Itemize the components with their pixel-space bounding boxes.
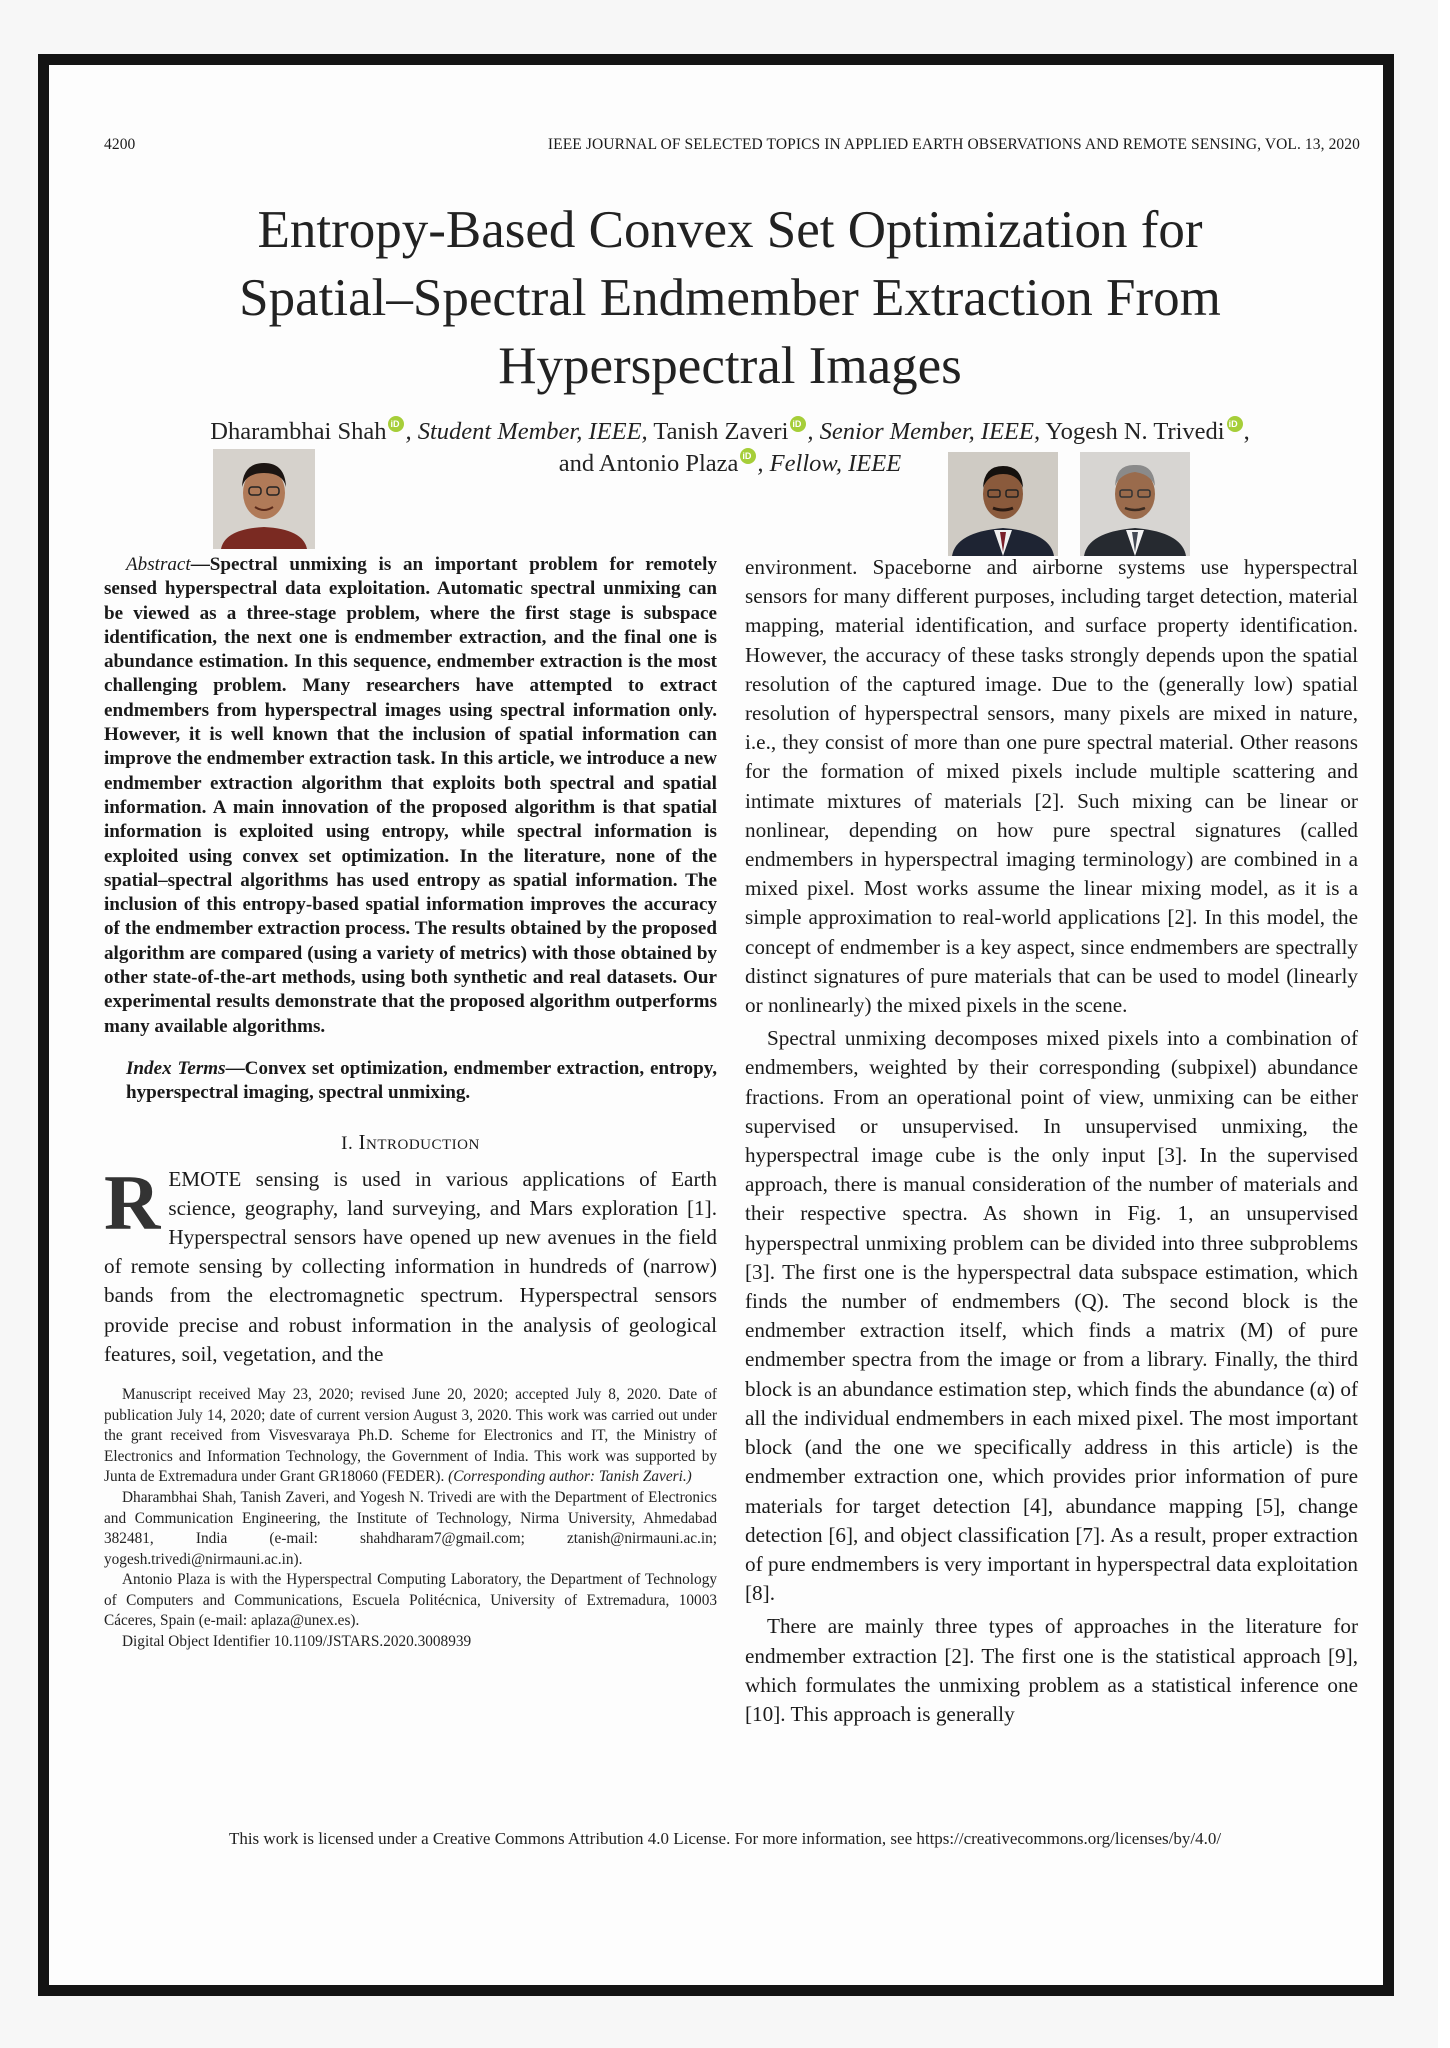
orcid-icon[interactable]: [790, 416, 806, 432]
author-name: and Antonio Plaza: [558, 450, 739, 477]
section-number: I.: [341, 1132, 359, 1154]
intro-paragraph: [104, 1158, 717, 1369]
body-paragraph: There are mainly three types of approaches in the literature for endmember extraction [2]. The first one is the statistical approach [9], which formulates the unmixing problem as a statistical inference one [10]. This approach is generally: [745, 1614, 1358, 1726]
footnote-doi[interactable]: Digital Object Identifier 10.1109/JSTARS.2020.3008939: [122, 1633, 472, 1651]
author-separator: ,: [1243, 418, 1250, 445]
section-title: Introduction: [358, 1129, 480, 1154]
footnote-affiliation-1: Dharambhai Shah, Tanish Zaveri, and Yogesh N. Trivedi are with the Department of Electronics and Communication Engineering, the Institute of Technology, Nirma University, Ahmedabad 382481, India (e-mail: shahdharam7@gmail.com; ztanish@nirmauni.ac.in; yogesh.trivedi@nirmauni.ac.in).: [104, 1488, 717, 1568]
footnote-text: Manuscript received May 23, 2020; revised June 20, 2020; accepted July 8, 2020. Date of publication July 14, 2020; date of current version August 3, 2020. This work was carried out under the grant received from Visvesvaraya Ph.D. Scheme for Electronics and IT, the Ministry of Electronics and Information Technology, the Government of India. This work was supported by Junta de Extremadura under Grant GR18060 (FEDER).: [104, 1385, 717, 1486]
author-photo-shah: [213, 449, 315, 549]
corresponding-author: (Corresponding author: Tanish Zaveri.): [448, 1468, 692, 1486]
index-terms-text: —Convex set optimization, endmember extraction, entropy, hyperspectral imaging, spectral unmixing.: [126, 1057, 717, 1104]
author-photo-zaveri: [948, 452, 1058, 556]
drop-cap: R: [104, 1158, 161, 1246]
footnote-manuscript: [104, 1385, 717, 1488]
footnote-affiliation-2: Antonio Plaza is with the Hyperspectral Computing Laboratory, the Department of Technology of Computers and Communications, Escuela Politécnica, University of Extremadura, 10003 Cáceres, Spain (e-mail: aplaza@unex.es).: [104, 1571, 717, 1630]
title-line: Spatial–Spectral Endmember Extraction From: [239, 269, 1221, 327]
index-terms-lead: Index Terms: [126, 1057, 226, 1079]
abstract: [104, 553, 717, 1039]
index-terms: [104, 1057, 717, 1106]
page-edge: [1438, 0, 1450, 2048]
author-line-1: [120, 416, 1340, 448]
author-name: Tanish Zaveri: [647, 418, 789, 445]
author-photo-trivedi: [1080, 452, 1190, 556]
author-name: Yogesh N. Trivedi: [1040, 418, 1225, 445]
first-word: EMOTE: [168, 1166, 242, 1191]
title-line: Hyperspectral Images: [498, 337, 962, 395]
journal-header: IEEE JOURNAL OF SELECTED TOPICS IN APPLIED EARTH OBSERVATIONS AND REMOTE SENSING, VOL. 13, 2020: [547, 136, 1360, 153]
author-membership: , Senior Member, IEEE,: [807, 418, 1041, 445]
abstract-text: —Spectral unmixing is an important problem for remotely sensed hyperspectral data exploitation. Automatic spectral unmixing can be viewed as a three-stage problem, where the first stage is subspace identification, the next one is endmember extraction, and the final one is abundance estimation. In this sequence, endmember extraction is the most challenging problem. Many researchers have attempted to extract endmembers from hyperspectral images using spectral information only. However, it is well known that the inclusion of spatial information can improve the endmember extraction task. In this article, we introduce a new endmember extraction algorithm that exploits both spectral and spatial information. A main innovation of the proposed algorithm is that spatial information is exploited using entropy, while spectral information is exploited using convex set optimization. In the literature, none of the spatial–spectral algorithms has used entropy as spatial information. The inclusion of this entropy-based spatial information improves the accuracy of the endmember extraction process. The results obtained by the proposed algorithm are compared (using a variety of metrics) with those obtained by other state-of-the-art methods, using both synthetic and real datasets. Our experimental results demonstrate that the proposed algorithm outperforms many available algorithms.: [104, 554, 717, 1037]
body-paragraph: environment. Spaceborne and airborne systems use hyperspectral sensors for many different purposes, including target detection, material mapping, material identification, and surface property identification. However, the accuracy of these tasks strongly depends upon the spatial resolution of the captured image. Due to the (generally low) spatial resolution of hyperspectral sensors, many pixels are mixed in nature, i.e., they consist of more than one pure spectral material. Other reasons for the formation of mixed pixels include multiple scattering and intimate mixtures of materials [2]. Such mixing can be linear or nonlinear, depending on how pure spectral signatures (called endmembers in hyperspectral imaging terminology) are combined in a mixed pixel. Most works assume the linear mixing model, as it is a simple approximation to real-world applications [2]. In this model, the concept of endmember is a key aspect, since endmembers are spectrally distinct signatures of pure materials that can be used to model (linearly or nonlinearly) the mixed pixels in the scene.: [745, 555, 1358, 1018]
page-number: 4200: [104, 136, 136, 153]
section-heading: [104, 1130, 717, 1155]
title-line: Entropy-Based Convex Set Optimization for: [257, 201, 1203, 259]
footnotes: [104, 1385, 717, 1653]
left-column: [104, 553, 717, 1653]
paper-title: [130, 196, 1330, 400]
body-paragraph: Spectral unmixing decomposes mixed pixels into a combination of endmembers, weighted by their corresponding (subpixel) abundance fractions. From an operational point of view, unmixing can be either supervised or unsupervised. In unsupervised unmixing, the hyperspectral image cube is the only input [3]. In the supervised approach, there is manual consideration of the number of materials and their respective spectra. As shown in Fig. 1, an unsupervised hyperspectral unmixing problem can be divided into three subproblems [3]. The first one is the hyperspectral data subspace estimation, which finds the number of endmembers (Q). The second block is the endmember extraction itself, which finds a matrix (M) of pure endmember spectra from the image or from a library. Finally, the third block is an abundance estimation step, which finds the abundance (α) of all the individual endmembers in each mixed pixel. The most important block (and the one we specifically address in this article) is the endmember extraction one, which provides prior information of pure materials for target detection [4], abundance mapping [5], change detection [6], and object classification [7]. As a result, proper extraction of pure endmembers is very important in hyperspectral data exploitation [8].: [745, 1026, 1358, 1606]
orcid-icon[interactable]: [388, 416, 404, 432]
license-notice[interactable]: This work is licensed under a Creative Commons Attribution 4.0 License. For more information, see https://creativecommons.org/licenses/by/4.0/: [228, 1829, 1222, 1848]
author-membership: , Student Member, IEEE,: [405, 418, 648, 445]
right-column: [745, 553, 1358, 1729]
author-name: Dharambhai Shah: [210, 418, 387, 445]
abstract-lead: Abstract: [126, 554, 191, 575]
orcid-icon[interactable]: [1227, 416, 1243, 432]
orcid-icon[interactable]: [740, 448, 756, 464]
intro-text: sensing is used in various applications of Earth science, geography, land surveying, and Mars exploration [1]. Hyperspectral sensors have opened up new avenues in the field of remote sensing by collecting information in hundreds of (narrow) bands from the electromagnetic spectrum. Hyperspectral sensors provide precise and robust information in the analysis of geological features, soil, vegetation, and the: [104, 1166, 717, 1366]
author-membership: , Fellow, IEEE: [757, 450, 902, 477]
